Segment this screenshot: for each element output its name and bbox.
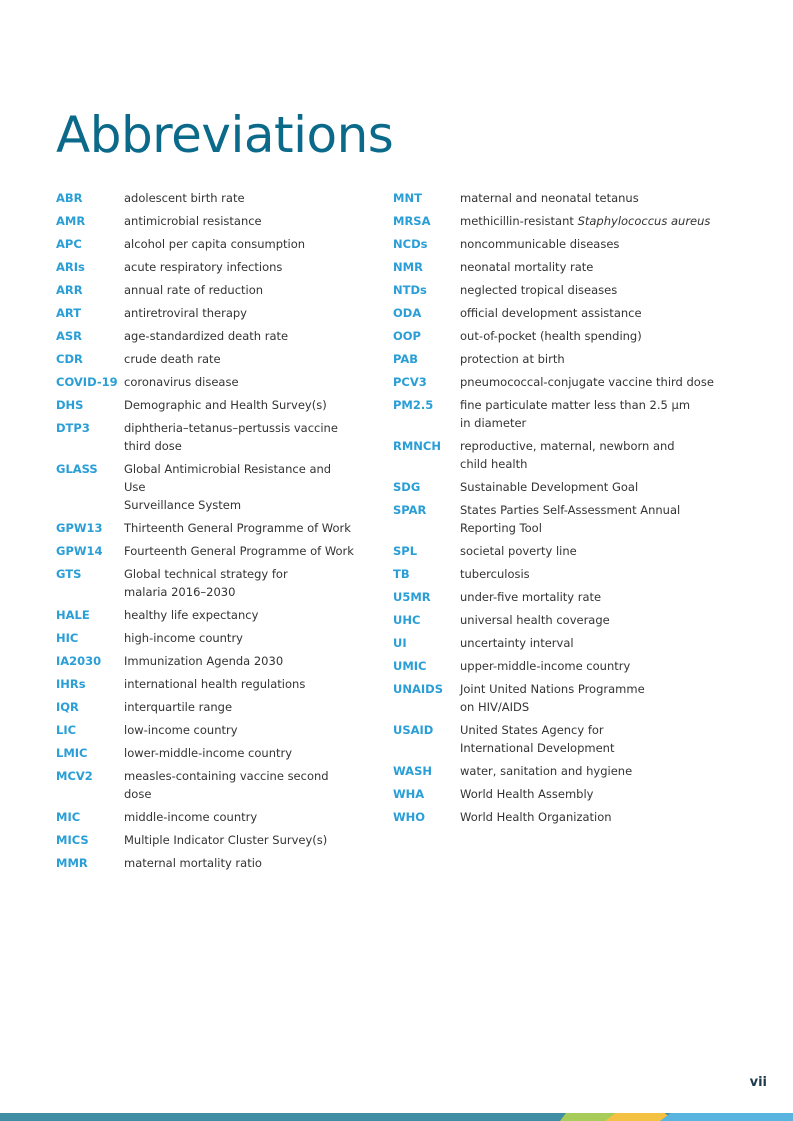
abbreviation-term: LIC xyxy=(56,723,77,737)
definition-line xyxy=(460,680,723,698)
definition-line xyxy=(124,831,356,849)
definition-text: maternal and neonatal tetanus xyxy=(460,191,639,205)
definition-line xyxy=(460,304,723,322)
abbreviation-definition xyxy=(460,542,723,560)
abbreviation-term: IA2030 xyxy=(56,654,102,668)
definition-text: Global technical strategy for xyxy=(124,567,288,581)
abbreviation-definition xyxy=(124,235,356,253)
definition-line xyxy=(460,327,723,345)
abbreviation-entry xyxy=(393,565,723,583)
abbreviation-entry xyxy=(56,652,356,670)
abbreviation-definition xyxy=(124,212,356,230)
abbreviation-entry xyxy=(56,189,356,207)
abbreviation-definition xyxy=(460,680,723,716)
abbreviation-definition xyxy=(124,189,356,207)
definition-line xyxy=(124,744,356,762)
definition-text: Reporting Tool xyxy=(460,521,542,535)
abbreviation-entry xyxy=(56,744,356,762)
definition-text: diphtheria–tetanus–pertussis vaccine xyxy=(124,421,338,435)
abbreviation-entry xyxy=(56,629,356,647)
abbreviation-entry xyxy=(393,721,723,757)
abbreviation-entry xyxy=(393,762,723,780)
abbreviation-entry xyxy=(393,258,723,276)
definition-text: interquartile range xyxy=(124,700,233,714)
definition-line xyxy=(460,542,723,560)
abbreviation-definition xyxy=(460,588,723,606)
abbreviation-definition xyxy=(124,304,356,322)
definition-line xyxy=(460,455,723,473)
abbreviation-entry xyxy=(56,304,356,322)
definition-text: high-income country xyxy=(124,631,243,645)
abbreviation-definition xyxy=(460,235,723,253)
definition-line xyxy=(124,373,356,391)
definition-line xyxy=(460,565,723,583)
definition-text: lower-middle-income country xyxy=(124,746,293,760)
abbreviation-term: NCDs xyxy=(393,237,428,251)
abbreviation-term: SPL xyxy=(393,544,418,558)
abbreviation-term: GTS xyxy=(56,567,82,581)
definition-text: World Health Assembly xyxy=(460,787,594,801)
abbreviation-definition xyxy=(124,744,356,762)
abbreviation-term: U5MR xyxy=(393,590,431,604)
abbreviation-term: WASH xyxy=(393,764,432,778)
abbreviation-definition xyxy=(124,258,356,276)
definition-text: maternal mortality ratio xyxy=(124,856,262,870)
definition-text: international health regulations xyxy=(124,677,306,691)
abbreviation-definition xyxy=(124,767,356,803)
definition-line xyxy=(124,583,356,601)
abbreviation-definition xyxy=(460,189,723,207)
abbreviation-entry xyxy=(393,611,723,629)
abbreviation-entry xyxy=(56,350,356,368)
abbreviation-term: OOP xyxy=(393,329,421,343)
definition-text: United States Agency for xyxy=(460,723,604,737)
abbreviation-entry xyxy=(56,373,356,391)
definition-line xyxy=(124,519,356,537)
abbreviation-entry xyxy=(56,831,356,849)
abbreviation-entry xyxy=(56,721,356,739)
abbreviation-entry xyxy=(393,657,723,675)
abbreviation-term: RMNCH xyxy=(393,439,441,453)
abbreviation-term: ART xyxy=(56,306,82,320)
abbreviation-definition xyxy=(460,721,723,757)
abbreviation-entry xyxy=(393,501,723,537)
definition-line xyxy=(460,634,723,652)
abbreviation-entry xyxy=(56,808,356,826)
abbreviation-term: HALE xyxy=(56,608,90,622)
definition-text: under-five mortality rate xyxy=(460,590,602,604)
abbreviation-entry xyxy=(393,478,723,496)
abbreviation-definition xyxy=(124,629,356,647)
abbreviation-term: ARIs xyxy=(56,260,85,274)
abbreviation-entry xyxy=(393,785,723,803)
definition-line xyxy=(124,808,356,826)
abbreviation-term: NTDs xyxy=(393,283,427,297)
abbreviation-definition xyxy=(124,831,356,849)
abbreviation-definition xyxy=(124,460,356,514)
abbreviation-term: WHA xyxy=(393,787,425,801)
definition-text: Global Antimicrobial Resistance and Use xyxy=(124,462,332,494)
page-number: vii xyxy=(749,1075,767,1090)
definition-line xyxy=(124,419,356,437)
definition-text: out-of-pocket (health spending) xyxy=(460,329,642,343)
abbreviation-term: GPW14 xyxy=(56,544,103,558)
definition-text: societal poverty line xyxy=(460,544,577,558)
abbreviation-term: GPW13 xyxy=(56,521,103,535)
definition-text: Demographic and Health Survey(s) xyxy=(124,398,327,412)
abbreviation-entry xyxy=(56,258,356,276)
abbreviation-term: PM2.5 xyxy=(393,398,434,412)
abbreviation-entry xyxy=(393,396,723,432)
abbreviation-definition xyxy=(124,373,356,391)
definition-text: universal health coverage xyxy=(460,613,610,627)
definition-text: healthy life expectancy xyxy=(124,608,259,622)
abbreviation-term: TB xyxy=(393,567,410,581)
abbreviation-entry xyxy=(393,212,723,230)
abbreviation-definition xyxy=(460,785,723,803)
definition-line xyxy=(460,501,723,519)
abbreviation-term: MNT xyxy=(393,191,422,205)
abbreviation-definition xyxy=(460,611,723,629)
abbreviation-definition xyxy=(460,501,723,537)
definition-text: coronavirus disease xyxy=(124,375,239,389)
abbreviation-entry xyxy=(56,327,356,345)
definition-line xyxy=(460,281,723,299)
abbreviation-entry xyxy=(56,460,356,514)
definition-line xyxy=(460,373,723,391)
definition-text: tuberculosis xyxy=(460,567,530,581)
definition-line xyxy=(460,437,723,455)
definition-line xyxy=(460,519,723,537)
abbreviation-definition xyxy=(124,419,356,455)
definition-text: annual rate of reduction xyxy=(124,283,264,297)
definition-line xyxy=(460,698,723,716)
definition-line xyxy=(124,565,356,583)
abbreviation-entry xyxy=(56,396,356,414)
abbreviation-term: MCV2 xyxy=(56,769,93,783)
abbreviation-term: HIC xyxy=(56,631,79,645)
abbreviation-definition xyxy=(460,304,723,322)
abbreviation-term: APC xyxy=(56,237,82,251)
definition-line xyxy=(124,460,356,496)
page-title: Abbreviations xyxy=(56,106,394,164)
abbreviation-term: NMR xyxy=(393,260,423,274)
definition-line xyxy=(124,767,356,803)
abbreviation-entry xyxy=(56,675,356,693)
definition-line xyxy=(460,588,723,606)
definition-line xyxy=(124,652,356,670)
definition-text: pneumococcal-conjugate vaccine third dose xyxy=(460,375,714,389)
abbreviation-definition xyxy=(460,281,723,299)
abbreviation-term: UMIC xyxy=(393,659,427,673)
definition-text: on HIV/AIDS xyxy=(460,700,530,714)
definition-text: reproductive, maternal, newborn and xyxy=(460,439,675,453)
definition-line xyxy=(460,414,723,432)
definition-line xyxy=(460,212,723,230)
abbreviation-entry xyxy=(56,698,356,716)
definition-text: Immunization Agenda 2030 xyxy=(124,654,284,668)
footer-accent-blue xyxy=(660,1113,793,1121)
abbreviation-term: SDG xyxy=(393,480,421,494)
abbreviation-definition xyxy=(460,657,723,675)
definition-text: middle-income country xyxy=(124,810,258,824)
definition-text: Sustainable Development Goal xyxy=(460,480,639,494)
definition-line xyxy=(124,721,356,739)
abbreviation-term: ARR xyxy=(56,283,83,297)
definition-italic-text: Staphylococcus aureus xyxy=(577,214,711,228)
abbreviation-definition xyxy=(460,212,723,230)
abbreviation-term: DTP3 xyxy=(56,421,90,435)
abbreviations-right-column xyxy=(393,189,723,831)
definition-text: Fourteenth General Programme of Work xyxy=(124,544,354,558)
definition-line xyxy=(124,350,356,368)
abbreviation-definition xyxy=(124,281,356,299)
abbreviation-entry xyxy=(393,304,723,322)
abbreviation-definition xyxy=(124,854,356,872)
definition-text: antimicrobial resistance xyxy=(124,214,262,228)
definition-line xyxy=(124,496,356,514)
abbreviation-definition xyxy=(124,606,356,624)
abbreviation-entry xyxy=(393,634,723,652)
abbreviation-definition xyxy=(124,565,356,601)
definition-text: adolescent birth rate xyxy=(124,191,245,205)
abbreviation-definition xyxy=(460,373,723,391)
abbreviation-term: COVID-19 xyxy=(56,375,118,389)
definition-text: neglected tropical diseases xyxy=(460,283,618,297)
definition-line xyxy=(124,542,356,560)
abbreviation-term: MICS xyxy=(56,833,89,847)
definition-line xyxy=(460,478,723,496)
abbreviation-definition xyxy=(124,519,356,537)
definition-line xyxy=(124,437,356,455)
abbreviation-term: CDR xyxy=(56,352,83,366)
definition-text: Surveillance System xyxy=(124,498,242,512)
definition-text: protection at birth xyxy=(460,352,565,366)
abbreviation-entry xyxy=(56,235,356,253)
abbreviation-definition xyxy=(124,327,356,345)
abbreviation-entry xyxy=(393,350,723,368)
definition-text: crude death rate xyxy=(124,352,221,366)
definition-line xyxy=(124,854,356,872)
abbreviation-entry xyxy=(393,281,723,299)
definition-text: in diameter xyxy=(460,416,527,430)
definition-text: low-income country xyxy=(124,723,238,737)
abbreviation-definition xyxy=(460,350,723,368)
abbreviation-entry xyxy=(56,565,356,601)
abbreviation-term: PAB xyxy=(393,352,419,366)
definition-line xyxy=(460,785,723,803)
definition-line xyxy=(460,721,723,739)
abbreviation-entry xyxy=(56,854,356,872)
definition-line xyxy=(460,258,723,276)
definition-text: World Health Organization xyxy=(460,810,612,824)
abbreviation-entry xyxy=(56,767,356,803)
abbreviation-definition xyxy=(460,565,723,583)
definition-text: antiretroviral therapy xyxy=(124,306,247,320)
definition-line xyxy=(460,739,723,757)
definition-line xyxy=(460,611,723,629)
definition-text: noncommunicable diseases xyxy=(460,237,620,251)
abbreviation-definition xyxy=(460,762,723,780)
definition-line xyxy=(124,304,356,322)
abbreviation-term: USAID xyxy=(393,723,434,737)
abbreviation-entry xyxy=(56,519,356,537)
definition-line xyxy=(124,281,356,299)
abbreviation-entry xyxy=(393,588,723,606)
abbreviation-entry xyxy=(393,437,723,473)
definition-text: third dose xyxy=(124,439,182,453)
abbreviation-definition xyxy=(460,258,723,276)
definition-text: malaria 2016–2030 xyxy=(124,585,236,599)
abbreviation-entry xyxy=(56,419,356,455)
abbreviation-definition xyxy=(124,808,356,826)
definition-text: water, sanitation and hygiene xyxy=(460,764,633,778)
definition-text: age-standardized death rate xyxy=(124,329,289,343)
definition-line xyxy=(460,808,723,826)
definition-line xyxy=(124,235,356,253)
abbreviation-definition xyxy=(460,478,723,496)
abbreviation-definition xyxy=(124,542,356,560)
abbreviation-entry xyxy=(393,542,723,560)
abbreviation-entry xyxy=(56,542,356,560)
definition-text: measles-containing vaccine second dose xyxy=(124,769,329,801)
abbreviation-entry xyxy=(393,189,723,207)
abbreviation-term: ASR xyxy=(56,329,83,343)
abbreviation-entry xyxy=(56,606,356,624)
definition-line xyxy=(124,327,356,345)
abbreviation-term: AMR xyxy=(56,214,86,228)
abbreviation-entry xyxy=(393,373,723,391)
definition-text: official development assistance xyxy=(460,306,642,320)
definition-text: acute respiratory infections xyxy=(124,260,283,274)
abbreviation-definition xyxy=(460,437,723,473)
abbreviation-term: PCV3 xyxy=(393,375,427,389)
abbreviation-definition xyxy=(124,350,356,368)
abbreviation-term: LMIC xyxy=(56,746,88,760)
abbreviation-definition xyxy=(460,327,723,345)
definition-line xyxy=(460,350,723,368)
definition-line xyxy=(124,629,356,647)
abbreviations-left-column xyxy=(56,189,356,877)
definition-line xyxy=(460,235,723,253)
abbreviation-term: UNAIDS xyxy=(393,682,443,696)
definition-text: neonatal mortality rate xyxy=(460,260,594,274)
abbreviation-definition xyxy=(460,634,723,652)
abbreviation-entry xyxy=(393,808,723,826)
abbreviation-term: IQR xyxy=(56,700,79,714)
definition-line xyxy=(124,606,356,624)
definition-line xyxy=(124,258,356,276)
definition-text: fine particulate matter less than 2.5 μm xyxy=(460,398,691,412)
abbreviation-term: MRSA xyxy=(393,214,431,228)
abbreviation-term: ABR xyxy=(56,191,83,205)
abbreviation-definition xyxy=(124,652,356,670)
abbreviation-term: GLASS xyxy=(56,462,98,476)
definition-text: alcohol per capita consumption xyxy=(124,237,306,251)
abbreviation-term: UHC xyxy=(393,613,421,627)
definition-text: Thirteenth General Programme of Work xyxy=(124,521,351,535)
definition-line xyxy=(124,396,356,414)
abbreviation-term: UI xyxy=(393,636,407,650)
definition-line xyxy=(460,657,723,675)
definition-text: child health xyxy=(460,457,528,471)
definition-text: methicillin-resistant xyxy=(460,214,578,228)
abbreviation-definition xyxy=(124,721,356,739)
abbreviation-term: MIC xyxy=(56,810,81,824)
abbreviation-entry xyxy=(393,235,723,253)
definition-line xyxy=(124,212,356,230)
abbreviation-term: DHS xyxy=(56,398,84,412)
abbreviation-term: MMR xyxy=(56,856,88,870)
definition-line xyxy=(460,396,723,414)
abbreviation-definition xyxy=(460,808,723,826)
definition-line xyxy=(460,762,723,780)
definition-text: Joint United Nations Programme xyxy=(460,682,645,696)
abbreviation-definition xyxy=(124,396,356,414)
definition-line xyxy=(124,698,356,716)
abbreviation-term: ODA xyxy=(393,306,422,320)
abbreviation-definition xyxy=(460,396,723,432)
definition-text: States Parties Self-Assessment Annual xyxy=(460,503,681,517)
abbreviation-entry xyxy=(56,281,356,299)
definition-text: uncertainty interval xyxy=(460,636,574,650)
definition-line xyxy=(124,675,356,693)
abbreviation-entry xyxy=(56,212,356,230)
abbreviation-definition xyxy=(124,698,356,716)
abbreviation-term: SPAR xyxy=(393,503,427,517)
definition-text: upper-middle-income country xyxy=(460,659,631,673)
abbreviation-term: IHRs xyxy=(56,677,86,691)
definition-text: International Development xyxy=(460,741,615,755)
abbreviation-term: WHO xyxy=(393,810,426,824)
definition-line xyxy=(460,189,723,207)
definition-text: Multiple Indicator Cluster Survey(s) xyxy=(124,833,328,847)
abbreviation-definition xyxy=(124,675,356,693)
abbreviation-entry xyxy=(393,680,723,716)
definition-line xyxy=(124,189,356,207)
abbreviation-entry xyxy=(393,327,723,345)
